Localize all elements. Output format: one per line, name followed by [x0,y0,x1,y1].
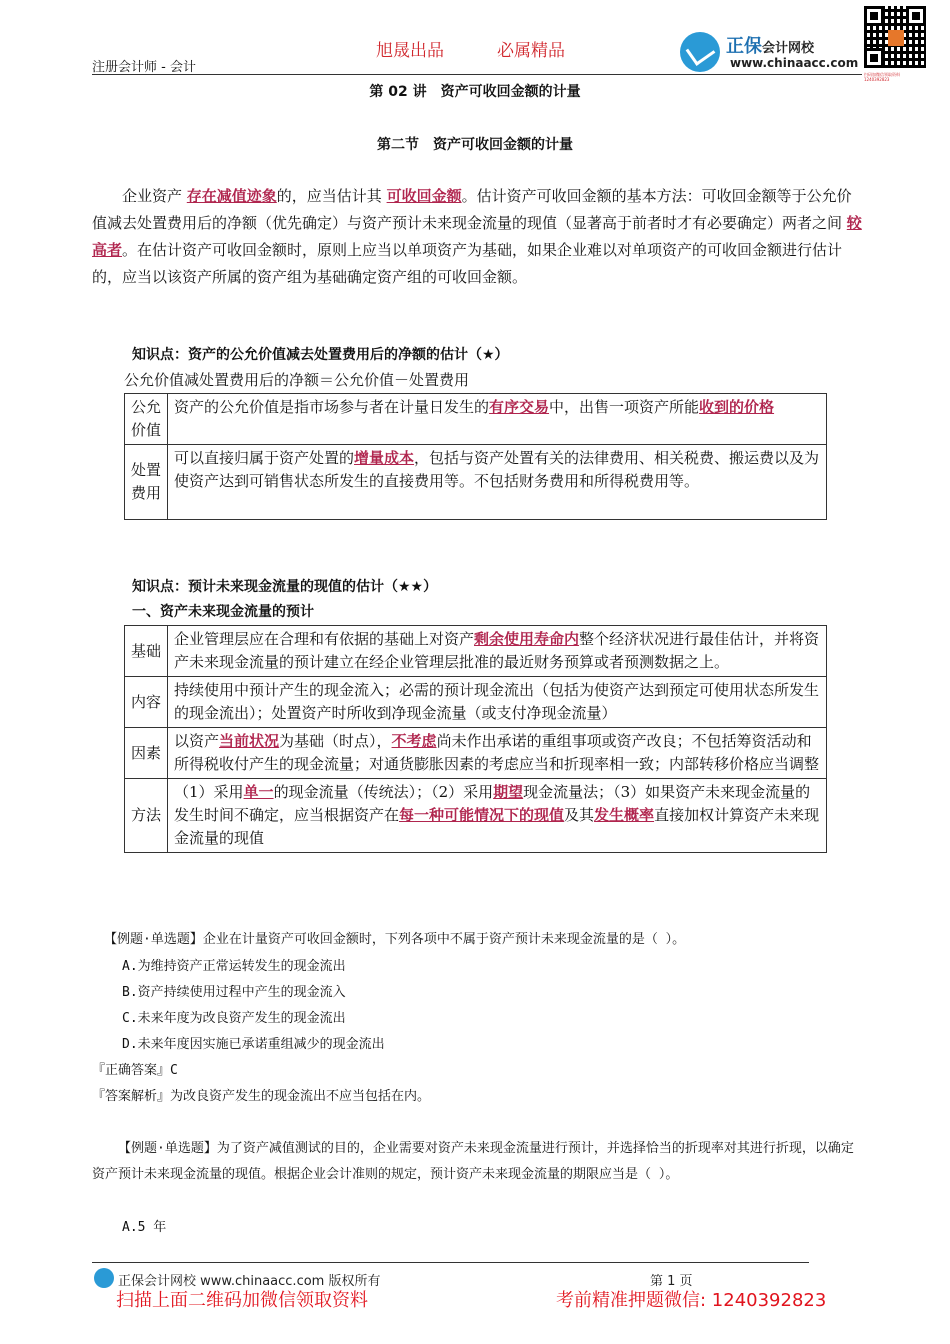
key-term: 当前状况 [219,732,280,750]
row-content [168,445,827,520]
cell-text: 及其 [564,806,595,824]
cell-text: 为基础（时点）， [279,732,392,750]
key-term: 收到的价格 [699,398,775,416]
footer-logo-icon [94,1268,114,1288]
page-number: 第 1 页 [650,1274,693,1289]
intro-text: 。估计资产可收回金额的基本方法：可收回金额等于公允价值减去处置费用后的净额（优先确定）与资产预计未来现金流量的现值（显著高于前者时才有必要确定）两者之间 [92,187,852,232]
table-row [125,728,827,779]
cell-text: 现金流量法；（3）如果资产未来现金流量的发生时间不确定，应当根据资产在 [174,783,811,824]
key-term: 剩余使用寿命内 [474,630,580,648]
table-row [125,779,827,853]
row-content [168,677,827,728]
footer-divider [92,1262,809,1263]
knowledge-point-title: 知识点：预计未来现金流量的现值的估计（★★） [132,579,438,595]
question-option: A.5 年 [122,1220,167,1235]
key-term: 存在减值迹象 [186,187,277,205]
section-title: 第二节 资产可收回金额的计量 [377,137,573,153]
cell-text: 可以直接归属于资产处置的 [174,449,355,467]
slogan-2: 必属精品 [497,41,565,61]
footer-copyright: 正保会计网校 www.chinaacc.com 版权所有 [118,1274,381,1289]
row-key: 公允价值 [125,394,168,445]
question-option: C.未来年度为改良资产发生的现金流出 [122,1011,346,1026]
row-content [168,779,827,853]
cell-text: 中，出售一项资产所能 [549,398,700,416]
subsection-title: 一、资产未来现金流量的预计 [132,604,314,620]
question-option: D.未来年度因实施已承诺重组减少的现金流出 [122,1037,385,1052]
cell-text: （1）采用 [174,783,244,801]
key-term: 每一种可能情况下的现值 [399,806,565,824]
promo-left: 扫描上面二维码加微信领取资料 [116,1290,368,1311]
key-term: 发生概率 [594,806,655,824]
table-row [125,394,827,445]
row-key: 基础 [125,626,168,677]
knowledge-point-title: 知识点：资产的公允价值减去处置费用后的净额的估计（★） [132,347,509,363]
row-key: 处置费用 [125,445,168,520]
slogan-1: 旭晟出品 [376,41,444,61]
qr-eye-icon [864,48,884,68]
cell-text: 资产的公允价值是指市场参与者在计量日发生的 [174,398,490,416]
lecture-title: 第 02 讲 资产可收回金额的计量 [369,84,581,100]
cell-text: ，包括与资产处置有关的法律费用、相关税费、搬运费以及为使资产达到可销售状态所发生的直接费用等。不包括财务费用和所得税费用等。 [174,449,820,490]
answer-analysis: 『答案解析』为改良资产发生的现金流出不应当包括在内。 [92,1089,431,1104]
logo-url: www.chinaacc.com [730,56,859,70]
question-stem: 【例题·单选题】企业在计量资产可收回金额时，下列各项中不属于资产预计未来现金流量的是（ ）。 [104,932,686,947]
doc-category: 注册会计师 - 会计 [92,60,196,75]
key-term: 可收回金额 [386,187,462,205]
logo-brand-a: 正保 [726,36,762,57]
row-key: 因素 [125,728,168,779]
header-divider [92,74,862,75]
cell-text: 直接加权计算资产未来现金流量的现值 [174,806,820,847]
fair-value-table [124,393,827,520]
correct-answer: 『正确答案』C [92,1063,178,1078]
cell-text: 的现金流量（传统法）；（2）采用 [273,783,494,801]
logo-brand-b: 会计网校 [762,41,815,56]
key-term: 单一 [243,783,274,801]
row-content [168,394,827,445]
qr-eye-icon [906,6,926,26]
table-row [125,677,827,728]
qr-code [864,6,926,90]
cell-text: 整个经济状况进行最佳估计，并将资产未来现金流量的预计建立在经企业管理层批准的最近财务预算或者预测数据之上。 [174,630,820,671]
row-content [168,728,827,779]
row-key: 内容 [125,677,168,728]
key-term: 较高者 [92,214,862,259]
table-row [125,626,827,677]
cell-text: 尚未作出承诺的重组事项或资产改良；不包括筹资活动和所得税收付产生的现金流量；对通货膨胀因素的考虑应当和折现率相一致；内部转移价格应当调整 [174,732,820,773]
promo-right: 考前精准押题微信: 1240392823 [556,1290,827,1311]
key-term: 期望 [493,783,524,801]
key-term: 有序交易 [489,398,550,416]
question-option: A.为维持资产正常运转发生的现金流出 [122,959,346,974]
cell-text: 以资产 [174,732,220,750]
intro-text: 企业资产 [122,187,187,205]
cell-text: 持续使用中预计产生的现金流入；必需的预计现金流出（包括为使资产达到预定可使用状态所发生的现金流出）；处置资产时所收到净现金流量（或支付净现金流量） [174,681,820,722]
cashflow-table [124,625,827,853]
logo-check-icon [680,32,720,72]
qr-caption: 扫码加微信领取资料 1240392823 [864,72,900,82]
brand-logo [680,30,860,74]
cell-text: 企业管理层应在合理和有依据的基础上对资产 [174,630,475,648]
key-term: 不考虑 [391,732,437,750]
formula: 公允价值减处置费用后的净额＝公允价值－处置费用 [124,371,470,389]
table-row [125,445,827,520]
intro-text: 的，应当估计其 [276,187,387,205]
question-option: B.资产持续使用过程中产生的现金流入 [122,985,346,1000]
row-key: 方法 [125,779,168,853]
row-content [168,626,827,677]
intro-text: 。在估计资产可收回金额时，原则上应当以单项资产为基础，如果企业难以对单项资产的可收回金额进行估计的，应当以该资产所属的资产组为基础确定资产组的可收回金额。 [92,241,843,286]
intro-paragraph [92,183,862,291]
qr-eye-icon [864,6,884,26]
qr-logo-icon [888,30,904,46]
question-stem: 【例题·单选题】为了资产减值测试的目的，企业需要对资产未来现金流量进行预计，并选择恰当的折现率对其进行折现，以确定资产预计未来现金流量的现值。根据企业会计准则的规定，预计资产未来现金流量的期限应当是（ ）。 [92,1141,854,1182]
key-term: 增量成本 [354,449,415,467]
